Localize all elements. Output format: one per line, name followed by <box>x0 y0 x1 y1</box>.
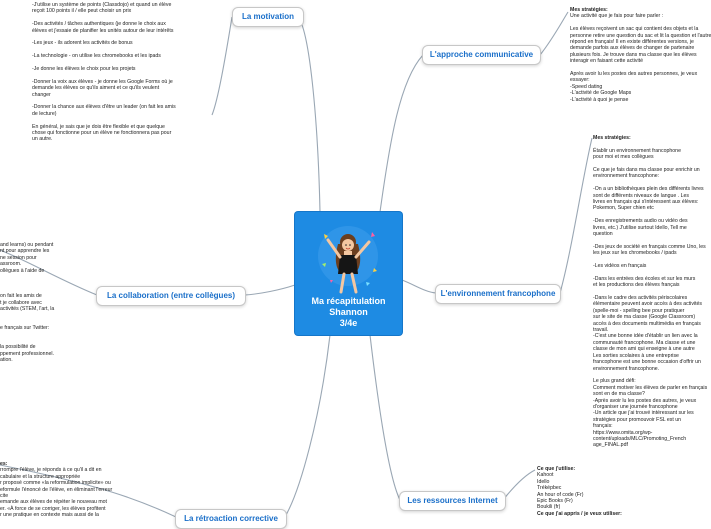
ressources-note-line: An hour of code (Fr) <box>537 491 584 498</box>
topic-retroaction-corrective[interactable]: La rétroaction corrective <box>175 509 287 529</box>
motivation-note-line: -Les jeux - ils adorent les activités de bonus <box>32 40 133 47</box>
retroaction-note-line: r proposé comme «la reformulation implicite» ou <box>0 480 111 487</box>
approche-note-line: -L'activité de Google Maps <box>570 90 632 97</box>
branch-retroaction <box>286 335 330 515</box>
ressources-note-line: Idello <box>537 478 550 485</box>
environnement-note-line: stratégies pour promouvoir FSL est un <box>593 416 682 423</box>
environnement-note-line: sont de différents niveaux de langue . Les <box>593 192 689 199</box>
leaf-environnement <box>560 138 592 293</box>
approche-note-line: plusieurs fois. Je trouve dans ma classe que les élèves <box>570 51 697 58</box>
central-title <box>295 296 402 329</box>
environnement-note-line: livres en français qui s'intéressent aux élèves: <box>593 199 699 206</box>
motivation-note-line: En général, je sais que je dois être flexible et que quelque <box>32 123 165 130</box>
environnement-note-line: et les productions des élèves français <box>593 282 680 289</box>
environnement-note-line: -Dans le cadre des activités périscolaires <box>593 295 688 302</box>
retroaction-notes <box>0 461 112 519</box>
retroaction-note-line: es: <box>0 461 8 467</box>
environnement-note-line: les jeux sur les chromebooks / ipads <box>593 250 677 257</box>
environnement-note-line: question <box>593 231 613 238</box>
ressources-note-line: Epic Books (Fr) <box>537 498 573 505</box>
environnement-note-line: age_FINAL.pdf <box>593 442 628 449</box>
motivation-note-line: chose qui fonctionne pour un élève ne fonctionnera pas pour <box>32 130 172 137</box>
collaboration-note-line: activités (STEM, l'art, la <box>0 306 55 313</box>
environnement-note-line: -Un article que j'ai trouvé intéressant sur les <box>593 410 694 417</box>
environnement-note-line: -Des jeux de société en français comme Uno, les <box>593 243 706 250</box>
topic-collaboration[interactable]: La collaboration (entre collègues) <box>96 286 246 306</box>
central-title-line3: 3/4e <box>339 318 358 328</box>
environnement-note-line: communauté francophone. Ma classe et une <box>593 339 696 346</box>
motivation-note-line: un autre. <box>32 136 53 143</box>
approche-note-line: Les élèves reçoivent un sac qui contient des objets et la <box>570 26 699 33</box>
motivation-note-line: changer <box>32 91 51 98</box>
collaboration-note-line: ollègues à l'aide de <box>0 267 45 274</box>
motivation-note-line: -J'utilise un système de points (Classdojo) et quand un élève <box>32 2 172 8</box>
collaboration-note-line: la possibilité de <box>0 344 36 351</box>
ressources-note-line: Ce que j'utilise: <box>537 466 576 472</box>
ressources-note-line: Boukili (fr) <box>537 504 561 511</box>
branch-collaboration <box>245 285 295 295</box>
approche-note-line: personne retire une question du sac et lit la question et l'autre <box>570 32 711 39</box>
avatar-illustration <box>314 220 383 300</box>
environnement-note-line: (spelle-moi - spelling bee pour pratiquer <box>593 307 685 314</box>
collaboration-note-line: ation. <box>0 357 13 364</box>
topic-motivation[interactable]: La motivation <box>232 7 304 27</box>
environnement-note-line: Mes stratégies: <box>593 135 631 141</box>
motivation-note-line: reçoit 100 points il / elle peut choisir un prix <box>32 8 132 15</box>
environnement-note-line: -Les vidéos en français <box>593 263 647 270</box>
ressources-note-line: Kahoot <box>537 472 554 479</box>
motivation-note-line: -Donner la voix aux élèves - je donne les Google Forms où je <box>32 78 173 85</box>
environnement-note-line: -C'est une bonne idée d'établir un lien avec la <box>593 333 698 340</box>
branch-motivation <box>300 20 320 212</box>
environnement-note-line: -Après avoir lu les postes des autres, je veux <box>593 397 697 404</box>
environnement-note-line: environnement francophone. <box>593 365 660 372</box>
environnement-note-line: français: <box>593 423 613 430</box>
environnement-notes <box>593 135 707 449</box>
leaf-motivation <box>212 17 232 115</box>
motivation-note-line: élèves et j'essaie de planifier les unités autour de leur intérêts <box>32 27 174 34</box>
topic-approche-communicative[interactable]: L'approche communicative <box>422 45 541 65</box>
central-title-line2: Shannon <box>329 307 368 317</box>
environnement-note-line: content/uploads/MLC/Promoting_French <box>593 435 687 442</box>
approche-note-line: -L'activité à quoi je pense <box>570 96 629 103</box>
retroaction-note-line: eformule l'énoncé de l'élève, en éliminant l'erreur <box>0 486 113 493</box>
ressources-note-line: Tréképbec <box>537 485 562 492</box>
environnement-note-line: livres, etc.) J'utilise surtout Idello, Tell me <box>593 224 687 231</box>
environnement-note-line: Ce que je fais dans ma classe pour enrichir un <box>593 167 700 173</box>
collaboration-note-line: on fait les amis de <box>0 293 42 300</box>
collaboration-notes <box>0 242 54 364</box>
collaboration-note-line: assroom. <box>0 261 22 268</box>
motivation-note-line: -La technologie - on utilise les chromebooks et les ipads <box>32 53 161 60</box>
environnement-note-line: -Des enregistrements audio ou vidéo des <box>593 218 688 225</box>
approche-note-line: Mes stratégies: <box>570 7 608 13</box>
retroaction-note-line: emande aux élèves de répéter le nouveau mot <box>0 499 107 506</box>
collaboration-note-line: ppement professionnel. <box>0 350 54 357</box>
motivation-note-line: de lecture) <box>32 110 57 117</box>
leaf-ressources <box>503 470 535 500</box>
collaboration-note-line: e français sur Twitter: <box>0 325 50 332</box>
environnement-note-line: -On a un bibliothèques plein des différents livres <box>593 186 704 193</box>
central-topic[interactable] <box>295 212 402 335</box>
retroaction-note-line: cabulaire et la structure appropriée <box>0 473 81 480</box>
branch-environnement <box>402 280 436 293</box>
motivation-note-line: demande les élèves ce qu'ils aiment et ce qu'ils veulent <box>32 85 160 92</box>
ressources-notes <box>537 466 622 517</box>
environnement-note-line: Les sorties scolaires à une entreprise <box>593 352 679 359</box>
environnement-note-line: d'organiser une journée francophone <box>593 403 678 410</box>
approche-note-line: répond en français! Il en existe différentes versions, je <box>570 39 694 46</box>
ressources-note-line: Ce que j'ai appris / je veux utiliser: <box>537 510 622 517</box>
collaboration-note-line: nt pour apprendre les <box>0 248 50 255</box>
environnement-note-line: travail. <box>593 327 609 334</box>
leaf-approche <box>540 12 568 55</box>
branch-ressources <box>370 335 400 500</box>
collaboration-note-line: ne session pour <box>0 254 37 261</box>
motivation-note-line: -Des activités / tâches authentiques (je donne le choix aux <box>32 21 166 28</box>
environnement-note-line: environnement francophone: <box>593 173 660 180</box>
approche-note-line: -Speed dating <box>570 83 603 90</box>
retroaction-note-line: cite <box>0 493 9 500</box>
environnement-note-line: Pokemon, Super chien etc <box>593 205 654 212</box>
environnement-note-line: Le plus grand défi: <box>593 378 636 385</box>
environnement-note-line: accès à des documents multimédia en français <box>593 320 701 327</box>
branch-approche <box>380 55 423 212</box>
environnement-note-line: francophone est une bonne occasion d'offrir un <box>593 359 701 366</box>
retroaction-note-line: er. «À force de se corriger, les élèves profitent <box>0 505 106 512</box>
topic-ressources-internet[interactable]: Les ressources Internet <box>399 491 506 511</box>
topic-environnement-francophone[interactable]: L'environnement francophone <box>435 284 561 304</box>
environnement-note-line: classe de mon ami qui enseigne à une autre <box>593 346 695 353</box>
motivation-notes <box>32 2 176 143</box>
collaboration-note-line: t je collabore avec <box>0 299 42 306</box>
environnement-note-line: Établir un environnement francophone <box>593 147 681 154</box>
environnement-note-line: pour moi et mes collègues <box>593 154 654 161</box>
motivation-note-line: -Je donne les élèves le choix pour les projets <box>32 66 136 72</box>
approche-note-line: essayer: <box>570 77 590 84</box>
approche-note-line: Une activité que je fais pour faire parler : <box>570 13 664 20</box>
environnement-note-line: https://www.omita.org/wp- <box>593 429 653 436</box>
retroaction-note-line: rrompre l'élève, je réponds à ce qu'il a dit en <box>0 467 102 474</box>
retroaction-note-line: r une pratique en contexte mais aussi de la <box>0 512 99 519</box>
approche-note-line: Après avoir lu les postes des autres personnes, je veux <box>570 71 698 78</box>
environnement-note-line: Comment motiver les élèves de parler en français <box>593 384 708 391</box>
approche-note-line: interagir en faisant cette activité <box>570 58 643 65</box>
approche-note-line: demande parfois aux élèves de changer de partenaire <box>570 45 695 52</box>
approche-notes <box>570 7 711 103</box>
environnement-note-line: -Dans les entrées des écoles et sur les murs <box>593 275 696 282</box>
motivation-note-line: -Donner la chance aux élèves d'être un leader (on fait les amis <box>32 104 176 111</box>
central-title-line1: Ma récapitulation <box>311 296 386 306</box>
collaboration-note-line: and learns) ou pendant <box>0 242 54 248</box>
environnement-note-line: sont en de ma classe? <box>593 391 645 398</box>
environnement-note-line: élémentaire peuvent avoir accès à des activités <box>593 301 702 308</box>
environnement-note-line: sur le site de ma classe (Google Classroom) <box>593 314 696 321</box>
